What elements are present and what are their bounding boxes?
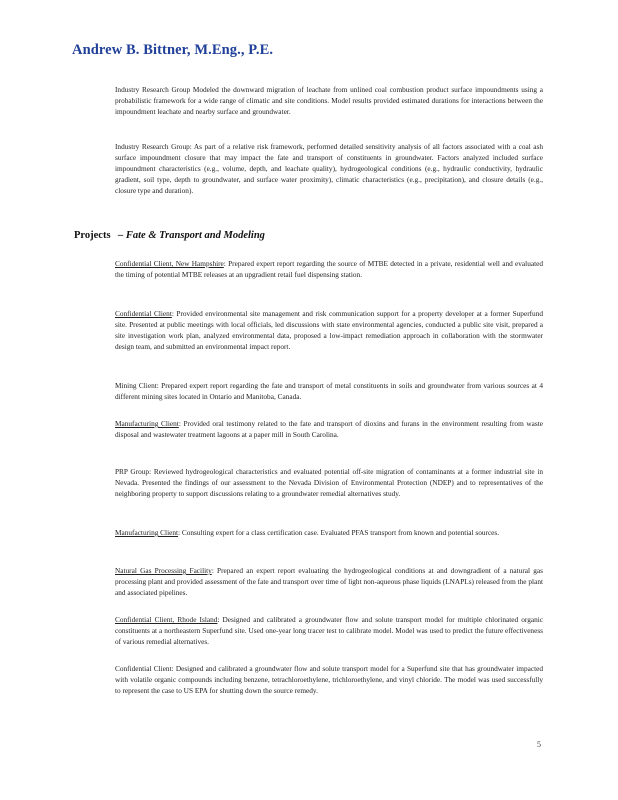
project-item [115,380,543,402]
project-item [115,565,543,598]
project-item [115,418,543,440]
project-item [115,663,543,696]
paragraph-text: Industry Research Group: As part of a relative risk framework, performed detailed sensitivity analysis of all factors associated with a coal ash surface impoundment closure that may impact the fate and transport of constituents in groundwater. Factors analyzed included surface impoundment characteristics (e.g., volume, depth, and leachate quality), hydrogeological conditions (e.g., hydraulic conductivity, hydraulic gradient, soil type, depth to groundwater, and surface water proximity), climatic characteristics (e.g., precipitation), and closure details (e.g., closure type and duration). [115,142,543,195]
section-title: – Fate & Transport and Modeling [118,230,265,241]
project-description: : Provided environmental site management and risk communication support for a property developer at a former Superfund site. Presented at public meetings with local officials, led discussions with state environmental agencies, conducted a public site visit, prepared a site investigation work plan, analyzed environmental data, proposed a low-impact remediation approach in collaboration with the stormwater design team, and submitted an environmental impact report. [115,309,543,351]
project-client: Confidential Client [115,309,172,318]
intro-paragraph-2 [115,141,543,196]
intro-paragraph-1 [115,84,543,117]
project-client: Manufacturing Client [115,528,179,537]
project-item [115,614,543,647]
project-description: Mining Client: Prepared expert report regarding the fate and transport of metal constituents in soils and groundwater from various sources at 4 different mining sites located in Ontario and Manitoba, Canada. [115,381,543,401]
section-label: Projects [74,230,111,241]
project-client: Confidential Client, Rhode Island [115,615,218,624]
project-description: : Consulting expert for a class certification case. Evaluated PFAS transport from known and potential sources. [178,528,500,537]
project-client: Manufacturing Client [115,419,179,428]
project-description: : Provided oral testimony related to the fate and transport of dioxins and furans in the environment resulting from waste disposal and wastewater treatment lagoons at a paper mill in South Carolina. [115,419,543,439]
project-description: : Designed and calibrated a groundwater flow and solute transport model for multiple chlorinated organic constituents at a northeastern Superfund site. Used one-year long tracer test to calibrate model. Model was used to predict the future effectiveness of various remedial alternatives. [115,615,543,646]
project-item [115,258,543,280]
project-item [115,466,543,499]
project-item [115,308,543,352]
project-client: Natural Gas Processing Facility [115,566,212,575]
page-number: 5 [537,740,541,749]
project-description: PRP Group: Reviewed hydrogeological characteristics and evaluated potential off-site migration of contaminants at a former industrial site in Nevada. Presented the findings of our assessment to the Nevada Division of Environmental Protection (NDEP) and to representatives of the neighboring property to support discussions relating to a groundwater remedial alternatives study. [115,467,543,498]
author-name-header: Andrew B. Bittner, M.Eng., P.E. [72,42,274,58]
project-client: Confidential Client, New Hampshire [115,259,224,268]
project-description: : Prepared expert report regarding the source of MTBE detected in a private, residential well and evaluated the timing of potential MTBE releases at an upgradient retail fuel dispensing station. [115,259,543,279]
project-description: Confidential Client: Designed and calibrated a groundwater flow and solute transport model for a Superfund site that has groundwater impacted with volatile organic compounds including benzene, tetrachloroethylene, trichloroethylene, and vinyl chloride. The model was used successfully to represent the case to US EPA for shutting down the source remedy. [115,664,543,695]
project-description: : Prepared an expert report evaluating the hydrogeological conditions at and downgradient of a natural gas processing plant and provided assessment of the fate and transport over time of light non-aqueous phase liquids (LNAPLs) released from the plant and associated pipelines. [115,566,543,597]
paragraph-text: Industry Research Group Modeled the downward migration of leachate from unlined coal combustion product surface impoundments using a probabilistic framework for a wide range of climatic and site conditions. Model results provided estimated durations for interactions between the impoundment leachate and nearby surface and groundwater. [115,85,543,116]
project-item [115,527,543,538]
